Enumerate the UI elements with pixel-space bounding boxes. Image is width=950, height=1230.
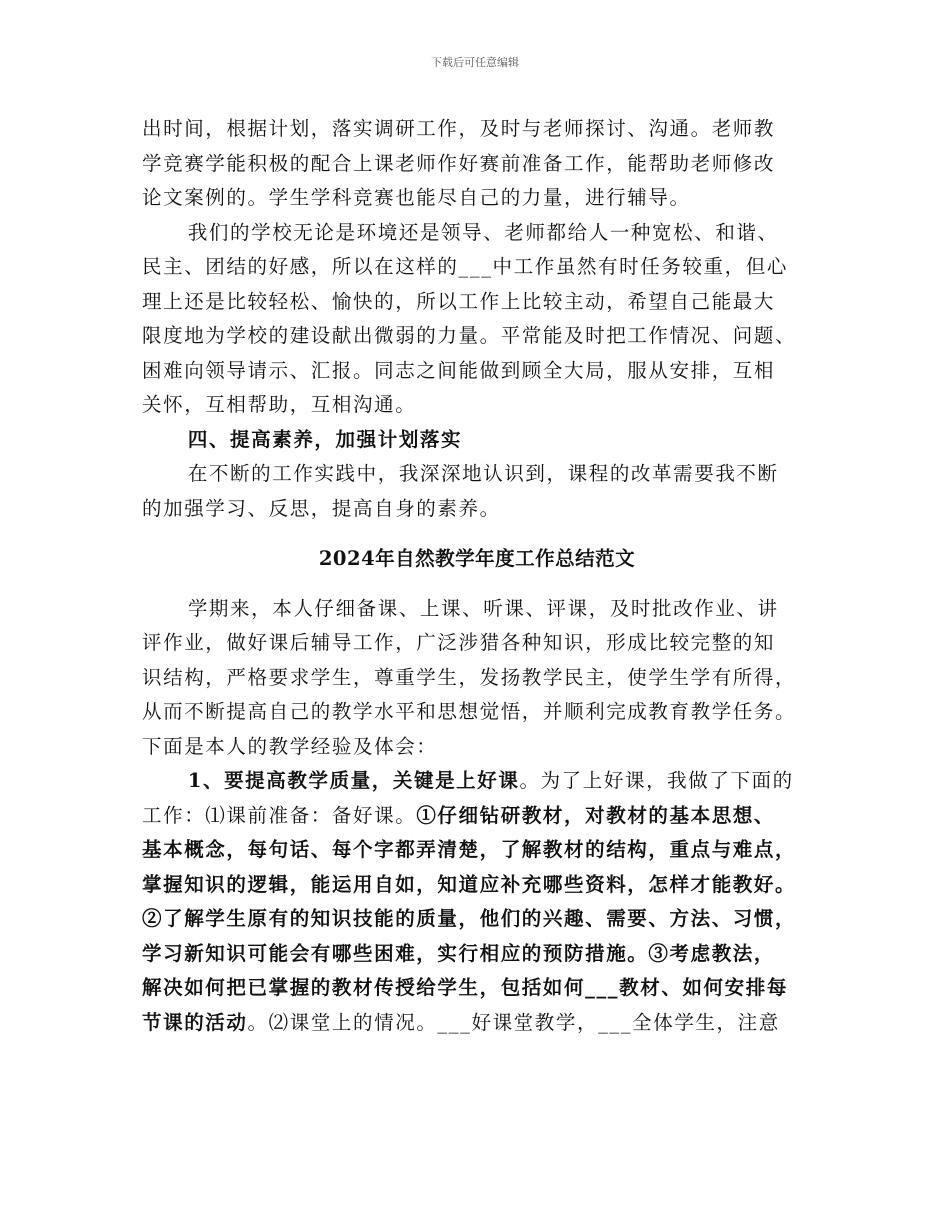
text-line: 出时间，根据计划，落实调研工作，及时与老师探讨、沟通。老师教 [142,117,776,140]
text-line: 学期来，本人仔细备课、上课、听课、评课，及时批改作业、讲 [187,596,779,620]
text-line: 学习新知识可能会有哪些困难，实行相应的预防措施。③考虑教法， [142,941,776,965]
text-line: 评作业，做好课后辅导工作，广泛涉猎各种知识，形成比较完整的知 [142,631,776,654]
page-header: 下载后可任意编辑 [431,56,519,69]
plain-text: 工作：⑴课前准备：备好课。 [142,803,417,827]
text-line: ②了解学生原有的知识技能的质量，他们的兴趣、需要、方法、习惯， [142,907,797,930]
paragraph-practice [142,457,812,526]
document-title: 2024年自然教学年度工作总结范文 [318,547,636,570]
text-line: 下面是本人的教学经验及体会： [142,734,438,758]
text-line: 解决如何把已掌握的教材传授给学生，包括如何___教材、如何安排每 [142,976,788,999]
text-line: 理上还是比较轻松、愉快的，所以工作上比较主动，希望自己能最大 [142,289,776,313]
text-line: 限度地为学校的建设献出微弱的力量。平常能及时把工作情况、问题、 [142,324,797,347]
text-line [142,764,812,799]
bold-text: ①仔细钻研教材，对教材的基本思想、 [416,803,776,827]
plain-text: 。⑵课堂上的情况。___好课堂教学，___全体学生，注意 [247,1010,780,1034]
text-line: 论文案例的。学生学科竞赛也能尽自己的力量，进行辅导。 [142,186,691,209]
text-line: 掌握知识的逻辑，能运用自如，知道应补充哪些资料，怎样才能教好。 [142,872,797,896]
section-heading: 四、提高素养，加强计划落实 [187,427,463,451]
text-line: 学竞赛学能积极的配合上课老师作好赛前准备工作，能帮助老师修改 [142,151,776,175]
text-line [142,799,812,834]
document-body [142,112,812,1040]
paragraph-continuation [142,112,812,216]
text-line: 识结构，严格要求学生，尊重学生，发扬教学民主，使学生学有所得， [142,665,797,689]
text-line: 的加强学习、反思，提高自身的素养。 [142,496,501,520]
plain-text: 。为了上好课，我做了下面的 [519,769,794,792]
bold-text: 节课的活动 [142,1010,248,1034]
text-line: 困难向领导请示、汇报。同志之间能做到顾全大局，服从安排，互相 [142,358,776,382]
paragraph-school-environment [142,216,812,423]
text-line: 从而不断提高自己的教学水平和思想觉悟，并顺利完成教育教学任务。 [142,700,797,723]
paragraph-intro [142,592,812,765]
paragraph-teaching-quality [142,764,812,1040]
text-line: 民主、团结的好感，所以在这样的___中工作虽然有时任务较重，但心 [142,255,788,278]
text-line: 基本概念，每句话、每个字都弄清楚，了解教材的结构，重点与难点， [142,838,797,861]
text-line: 在不断的工作实践中，我深深地认识到，课程的改革需要我不断 [187,462,779,485]
text-line: 我们的学校无论是环境还是领导、老师都给人一种宽松、和谐、 [187,220,779,244]
text-line [142,1006,812,1041]
bold-text: 1、要提高教学质量，关键是上好课 [187,769,520,792]
text-line: 关怀，互相帮助，互相沟通。 [142,393,417,416]
